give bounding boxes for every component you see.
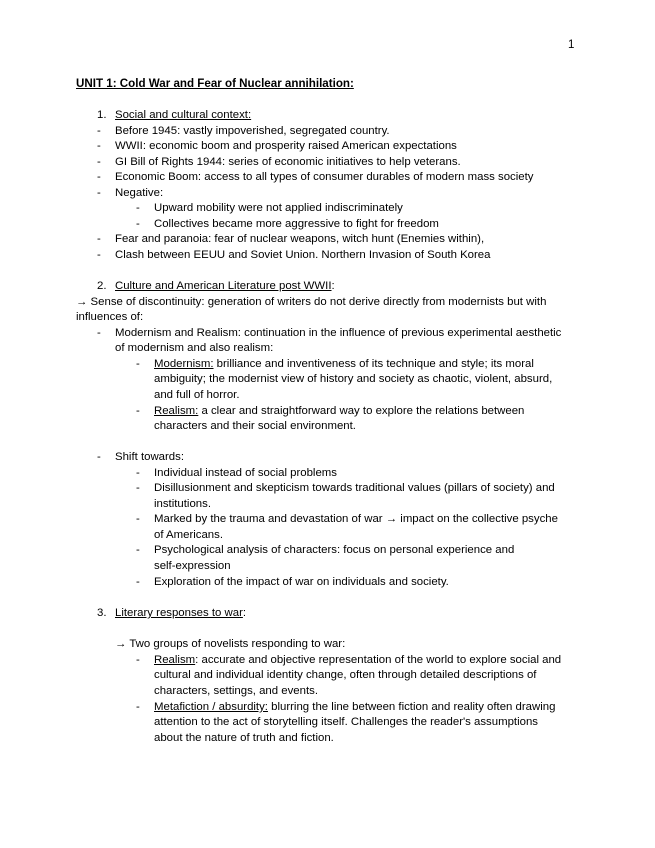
paragraph-line: → Sense of discontinuity: generation of writers do not derive directly from modernists but with [76, 296, 547, 308]
list-item-continuation: of modernism and also realism: [115, 342, 274, 354]
bullet-marker: - [136, 482, 140, 494]
term-label: Realism: [154, 405, 199, 417]
sub-list-item-continuation: self-expression [154, 560, 231, 572]
sub-list-item-continuation: attention to the act of storytelling itself. Challenges the reader's assumptions [154, 716, 538, 728]
page-number: 1 [568, 39, 575, 51]
sub-list-item: Marked by the trauma and devastation of war → impact on the collective psyche [154, 513, 558, 525]
section-heading: Social and cultural context: [115, 109, 252, 121]
term-label: Modernism: [154, 358, 214, 370]
section-heading-text: Culture and American Literature post WWII [115, 280, 332, 292]
unit-title: UNIT 1: Cold War and Fear of Nuclear annihilation: [76, 77, 354, 90]
bullet-marker: - [136, 405, 140, 417]
list-item: Fear and paranoia: fear of nuclear weapons, witch hunt (Enemies within), [115, 233, 485, 245]
sub-list-item-continuation: characters, settings, and events. [154, 685, 318, 697]
bullet-marker: - [136, 513, 140, 525]
list-item: Before 1945: vastly impoverished, segregated country. [115, 125, 390, 137]
bullet-marker: - [97, 187, 101, 199]
sub-list-item-continuation: characters and their social environment. [154, 420, 356, 432]
paragraph-line: influences of: [76, 311, 144, 323]
section-heading [115, 606, 246, 622]
sub-list-item: Collectives became more aggressive to fight for freedom [154, 218, 439, 230]
list-item: WWII: economic boom and prosperity raised American expectations [115, 140, 457, 152]
sub-list-item: Individual instead of social problems [154, 467, 337, 479]
bullet-marker: - [136, 576, 140, 588]
section-heading-colon: : [242, 607, 247, 619]
section-heading [115, 279, 335, 295]
sub-list-item [154, 404, 524, 420]
sub-list-item-continuation: and full of horror. [154, 389, 240, 401]
list-item: Shift towards: [115, 451, 185, 463]
bullet-marker: - [136, 218, 140, 230]
term-label: Metafiction / absurdity: [154, 701, 268, 713]
bullet-marker: - [97, 451, 101, 463]
list-item: Clash between EEUU and Soviet Union. Northern Invasion of South Korea [115, 249, 491, 261]
sub-list-item [154, 653, 561, 669]
paragraph-line: → Two groups of novelists responding to war: [115, 638, 346, 650]
list-item: Modernism and Realism: continuation in the influence of previous experimental aesthetic [115, 327, 562, 339]
sub-list-item: Upward mobility were not applied indiscriminately [154, 202, 403, 214]
section-heading-text: Literary responses to war [115, 607, 243, 619]
term-label: Realism [154, 654, 196, 666]
list-item: Economic Boom: access to all types of consumer durables of modern mass society [115, 171, 534, 183]
term-text: brilliance and inventiveness of its technique and style; its moral [213, 358, 534, 370]
bullet-marker: - [97, 125, 101, 137]
section-heading-colon: : [331, 280, 335, 292]
bullet-marker: - [97, 233, 101, 245]
list-item: Negative: [115, 187, 164, 199]
sub-list-item-continuation: ambiguity; the modernist view of history and society as chaotic, violent, absurd, [154, 373, 553, 385]
sub-list-item: Psychological analysis of characters: focus on personal experience and [154, 544, 515, 556]
term-text: : accurate and objective representation of the world to explore social and [195, 654, 562, 666]
section-number: 1. [97, 109, 107, 121]
section-number: 3. [97, 607, 107, 619]
bullet-marker: - [97, 156, 101, 168]
bullet-marker: - [97, 327, 101, 339]
bullet-marker: - [136, 358, 140, 370]
bullet-marker: - [136, 202, 140, 214]
bullet-marker: - [136, 701, 140, 713]
term-text: a clear and straightforward way to explore the relations between [198, 405, 525, 417]
sub-list-item: Disillusionment and skepticism towards traditional values (pillars of society) and [154, 482, 555, 494]
sub-list-item-continuation: about the nature of truth and fiction. [154, 732, 334, 744]
bullet-marker: - [97, 171, 101, 183]
bullet-marker: - [136, 544, 140, 556]
sub-list-item [154, 700, 555, 716]
section-number: 2. [97, 280, 107, 292]
sub-list-item: Exploration of the impact of war on individuals and society. [154, 576, 449, 588]
sub-list-item-continuation: institutions. [154, 498, 211, 510]
list-item: GI Bill of Rights 1944: series of economic initiatives to help veterans. [115, 156, 461, 168]
bullet-marker: - [97, 249, 101, 261]
sub-list-item [154, 357, 534, 373]
bullet-marker: - [97, 140, 101, 152]
bullet-marker: - [136, 467, 140, 479]
sub-list-item-continuation: cultural and individual identity change, often through detailed descriptions of [154, 669, 537, 681]
bullet-marker: - [136, 654, 140, 666]
term-text: blurring the line between fiction and reality often drawing [267, 701, 556, 713]
sub-list-item-continuation: of Americans. [154, 529, 224, 541]
